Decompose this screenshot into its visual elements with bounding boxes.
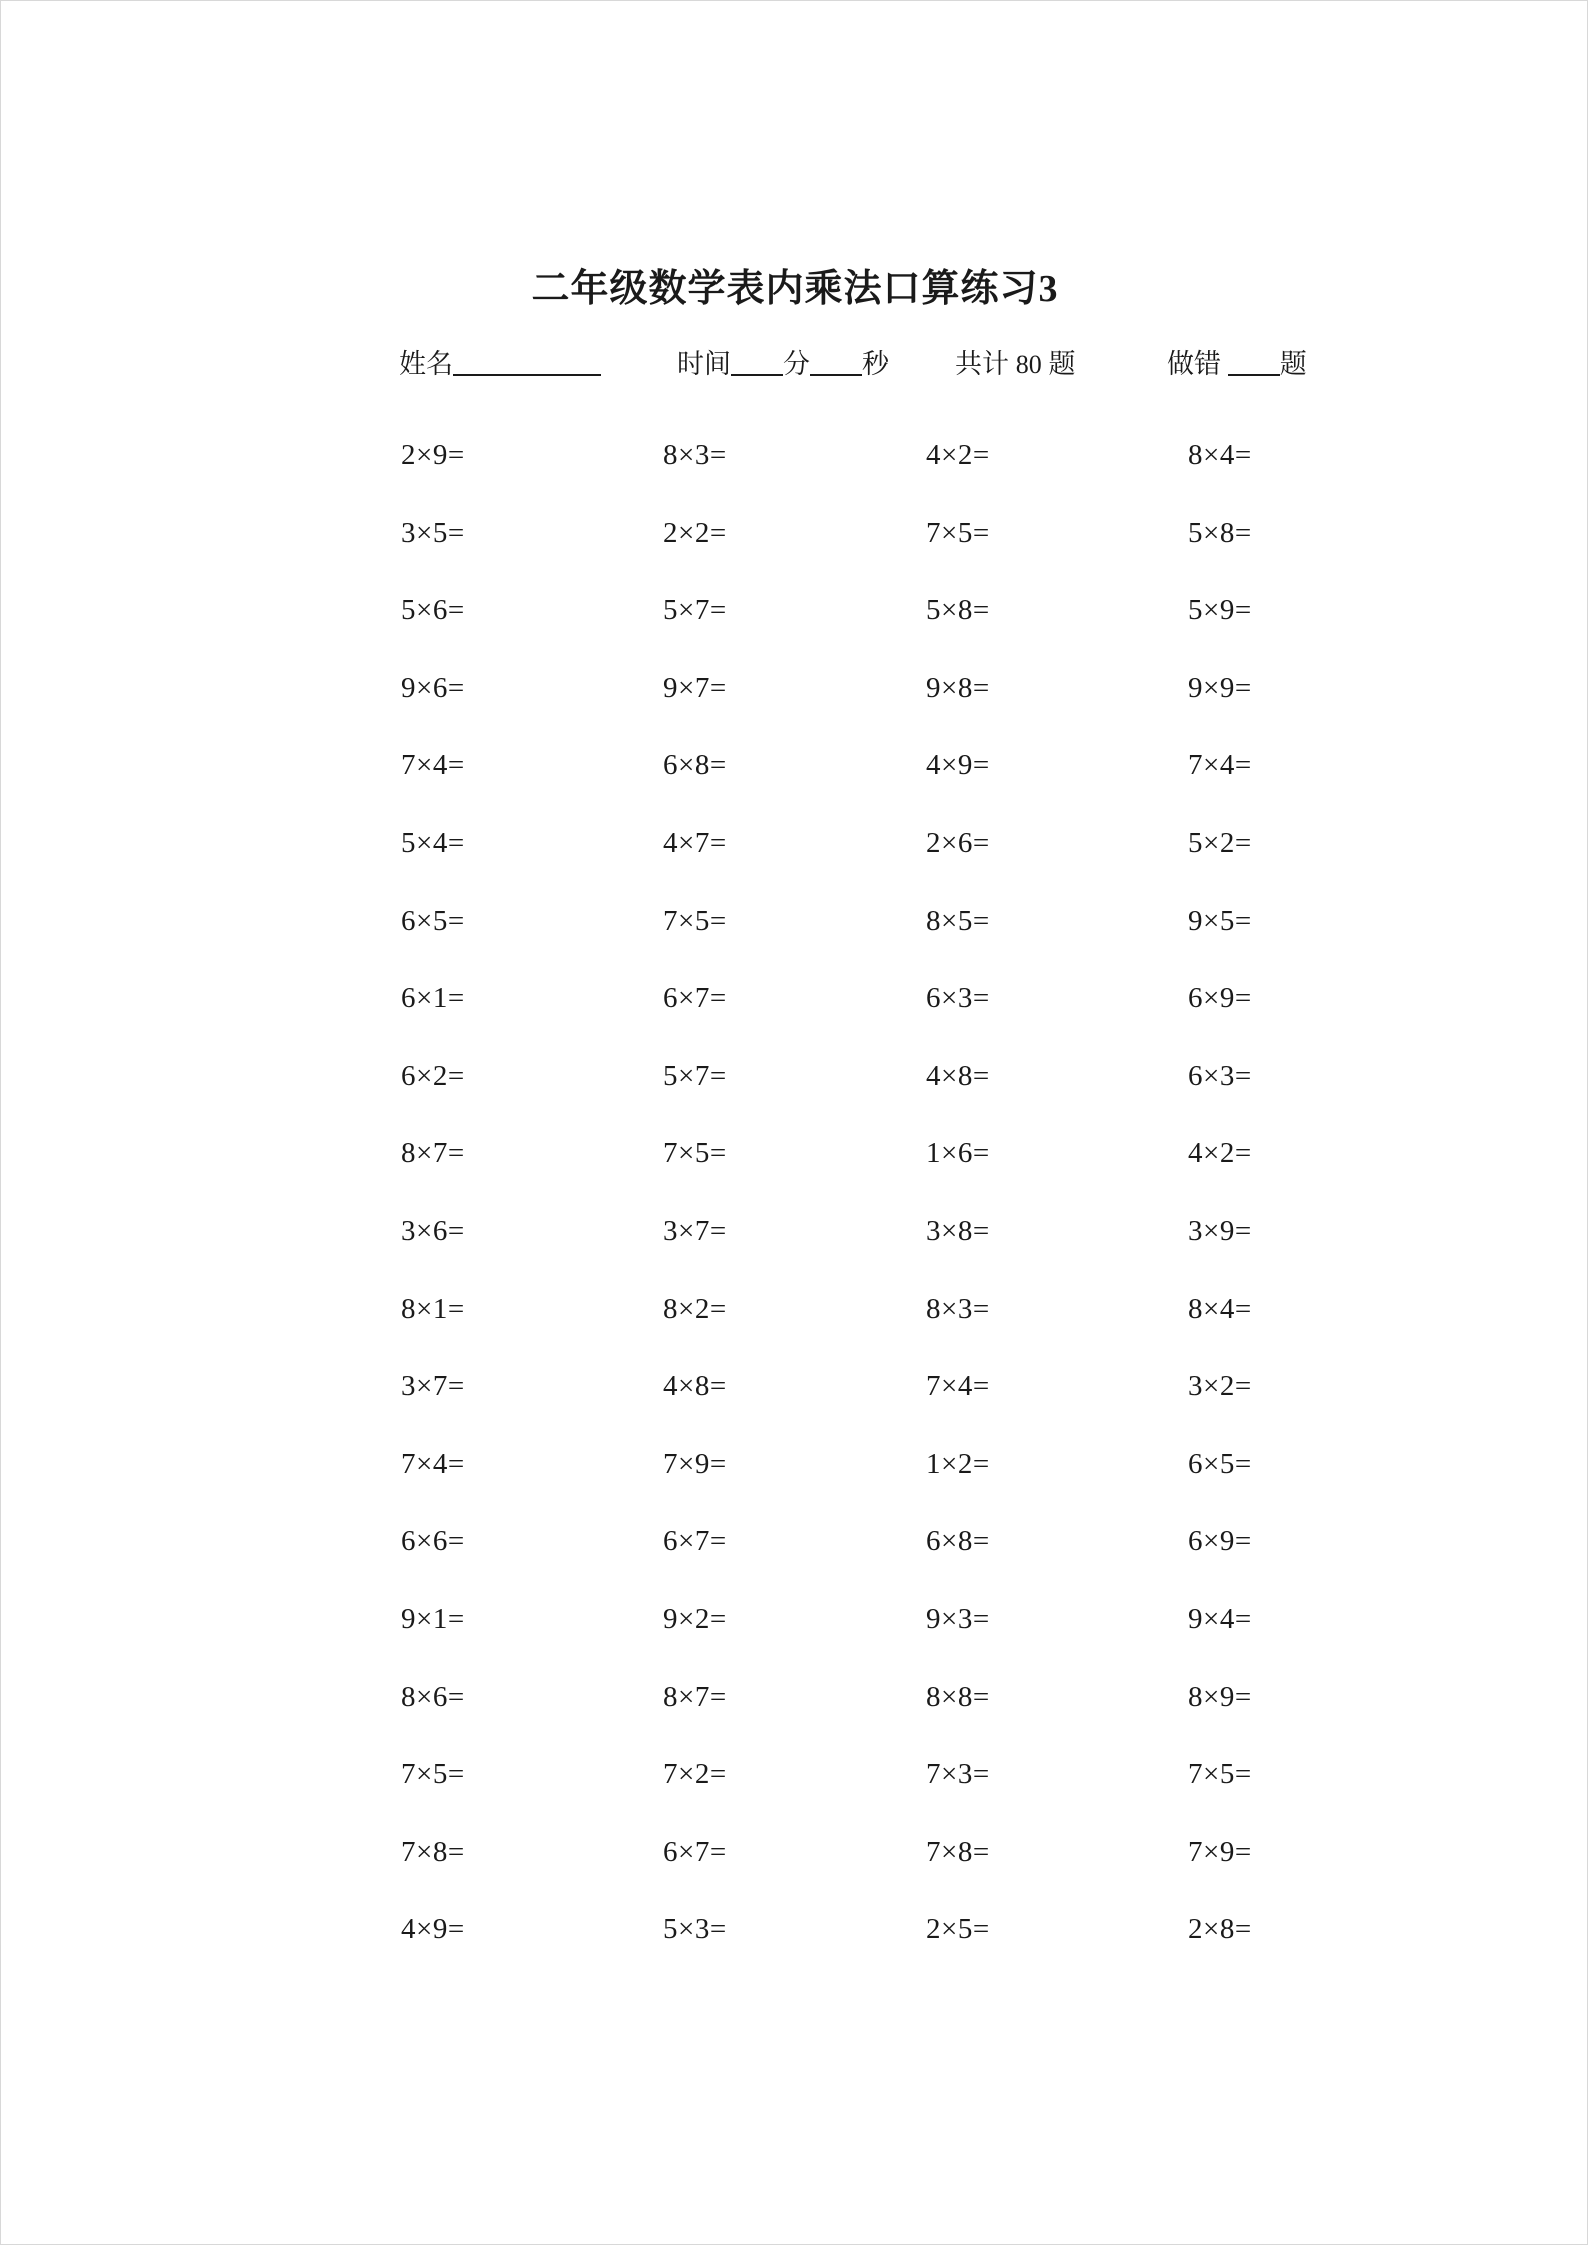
problem-row bbox=[1, 741, 1588, 819]
problem-cell[interactable]: 7×5= bbox=[663, 1137, 727, 1170]
problem-cell[interactable]: 6×5= bbox=[1188, 1447, 1252, 1480]
problem-cell[interactable]: 4×7= bbox=[663, 826, 727, 859]
problem-cell[interactable]: 3×7= bbox=[663, 1214, 727, 1247]
problem-cell[interactable]: 7×8= bbox=[401, 1835, 465, 1868]
problem-cell[interactable]: 7×5= bbox=[663, 904, 727, 937]
problem-cell[interactable]: 6×7= bbox=[663, 1525, 727, 1558]
problem-row bbox=[1, 1362, 1588, 1440]
problem-cell[interactable]: 1×6= bbox=[926, 1137, 990, 1170]
problem-row bbox=[1, 1129, 1588, 1207]
problem-cell[interactable]: 8×3= bbox=[663, 439, 727, 471]
problem-row bbox=[1, 664, 1588, 742]
problem-cell[interactable]: 8×7= bbox=[401, 1137, 465, 1170]
problem-cell[interactable]: 6×1= bbox=[401, 982, 465, 1015]
problem-cell[interactable]: 7×4= bbox=[401, 1447, 465, 1480]
name-label: 姓名 bbox=[399, 349, 453, 379]
problem-cell[interactable]: 6×9= bbox=[1188, 1525, 1252, 1558]
problem-cell[interactable]: 7×9= bbox=[663, 1447, 727, 1480]
problem-cell[interactable]: 6×7= bbox=[663, 1835, 727, 1868]
problem-cell[interactable]: 5×4= bbox=[401, 826, 465, 859]
problem-row bbox=[1, 1052, 1588, 1130]
problem-cell[interactable]: 6×3= bbox=[1188, 1059, 1252, 1092]
wrong-count-input-blank[interactable] bbox=[1228, 374, 1280, 376]
problem-cell[interactable]: 5×9= bbox=[1188, 594, 1252, 627]
problem-cell[interactable]: 9×6= bbox=[401, 671, 465, 704]
problem-cell[interactable]: 3×2= bbox=[1188, 1370, 1252, 1403]
problem-cell[interactable]: 2×8= bbox=[1188, 1913, 1252, 1946]
problem-cell[interactable]: 6×9= bbox=[1188, 982, 1252, 1015]
problem-cell[interactable]: 4×8= bbox=[926, 1059, 990, 1092]
problem-row bbox=[1, 1595, 1588, 1673]
problem-cell[interactable]: 3×8= bbox=[926, 1214, 990, 1247]
problem-cell[interactable]: 7×4= bbox=[1188, 749, 1252, 782]
page-title: 二年级数学表内乘法口算练习3 bbox=[531, 268, 1059, 310]
name-input-blank[interactable] bbox=[453, 374, 601, 376]
second-unit-label: 秒 bbox=[862, 349, 889, 379]
problem-cell[interactable]: 6×7= bbox=[663, 982, 727, 1015]
problem-row bbox=[1, 1673, 1588, 1751]
problem-cell[interactable]: 2×9= bbox=[401, 439, 465, 471]
problem-row bbox=[1, 819, 1588, 897]
problem-cell[interactable]: 6×5= bbox=[401, 904, 465, 937]
problem-cell[interactable]: 9×4= bbox=[1188, 1602, 1252, 1635]
problem-cell[interactable]: 7×9= bbox=[1188, 1835, 1252, 1868]
problem-row bbox=[1, 586, 1588, 664]
problem-cell[interactable]: 8×5= bbox=[926, 904, 990, 937]
problem-cell[interactable]: 7×3= bbox=[926, 1758, 990, 1791]
problem-cell[interactable]: 4×2= bbox=[926, 439, 990, 471]
wrong-label: 做错 bbox=[1167, 349, 1221, 379]
problem-cell[interactable]: 8×1= bbox=[401, 1292, 465, 1325]
problem-cell[interactable]: 6×2= bbox=[401, 1059, 465, 1092]
problem-cell[interactable]: 8×4= bbox=[1188, 439, 1252, 471]
problem-cell[interactable]: 9×7= bbox=[663, 671, 727, 704]
problem-grid bbox=[1, 431, 1588, 1983]
problem-cell[interactable]: 8×2= bbox=[663, 1292, 727, 1325]
problem-cell[interactable]: 8×3= bbox=[926, 1292, 990, 1325]
problem-row bbox=[1, 509, 1588, 587]
problem-cell[interactable]: 5×8= bbox=[1188, 516, 1252, 549]
problem-cell[interactable]: 8×7= bbox=[663, 1680, 727, 1713]
problem-cell[interactable]: 5×7= bbox=[663, 1059, 727, 1092]
problem-cell[interactable]: 4×9= bbox=[401, 1913, 465, 1946]
problem-cell[interactable]: 2×5= bbox=[926, 1913, 990, 1946]
problem-cell[interactable]: 4×2= bbox=[1188, 1137, 1252, 1170]
problem-cell[interactable]: 9×8= bbox=[926, 671, 990, 704]
problem-cell[interactable]: 5×7= bbox=[663, 594, 727, 627]
time-field-group bbox=[677, 341, 889, 387]
worksheet-header bbox=[399, 341, 1319, 387]
seconds-input-blank[interactable] bbox=[810, 374, 862, 376]
problem-cell[interactable]: 5×2= bbox=[1188, 826, 1252, 859]
problem-cell[interactable]: 8×4= bbox=[1188, 1292, 1252, 1325]
problem-cell[interactable]: 3×9= bbox=[1188, 1214, 1252, 1247]
problem-cell[interactable]: 7×4= bbox=[926, 1370, 990, 1403]
problem-cell[interactable]: 1×2= bbox=[926, 1447, 990, 1480]
problem-cell[interactable]: 7×5= bbox=[1188, 1758, 1252, 1791]
problem-row bbox=[1, 1905, 1588, 1983]
problem-row bbox=[1, 897, 1588, 975]
problem-cell[interactable]: 9×1= bbox=[401, 1602, 465, 1635]
problem-cell[interactable]: 2×2= bbox=[663, 516, 727, 549]
problem-row bbox=[1, 431, 1588, 509]
total-label: 共计 bbox=[955, 349, 1009, 379]
problem-row bbox=[1, 1285, 1588, 1363]
problem-cell[interactable]: 5×8= bbox=[926, 594, 990, 627]
wrong-unit-label: 题 bbox=[1279, 349, 1307, 379]
problem-cell[interactable]: 7×8= bbox=[926, 1835, 990, 1868]
problem-cell[interactable]: 2×6= bbox=[926, 826, 990, 859]
time-label: 时间 bbox=[677, 349, 731, 379]
total-count-group bbox=[955, 341, 1076, 388]
wrong-count-group bbox=[1167, 341, 1307, 387]
problem-cell[interactable]: 4×8= bbox=[663, 1370, 727, 1403]
problem-cell[interactable]: 3×6= bbox=[401, 1214, 465, 1247]
problem-cell[interactable]: 8×9= bbox=[1188, 1680, 1252, 1713]
problem-cell[interactable]: 7×4= bbox=[401, 749, 465, 782]
problem-cell[interactable]: 8×6= bbox=[401, 1680, 465, 1713]
problem-cell[interactable]: 9×2= bbox=[663, 1602, 727, 1635]
problem-row bbox=[1, 1517, 1588, 1595]
problem-cell[interactable]: 8×8= bbox=[926, 1680, 990, 1713]
minutes-input-blank[interactable] bbox=[731, 374, 783, 376]
problem-cell[interactable]: 9×5= bbox=[1188, 904, 1252, 937]
problem-cell[interactable]: 9×9= bbox=[1188, 671, 1252, 704]
problem-cell[interactable]: 6×8= bbox=[663, 749, 727, 782]
problem-cell[interactable]: 6×8= bbox=[926, 1525, 990, 1558]
problem-cell[interactable]: 6×3= bbox=[926, 982, 990, 1015]
problem-row bbox=[1, 1750, 1588, 1828]
problem-cell[interactable]: 9×3= bbox=[926, 1602, 990, 1635]
minute-unit-label: 分 bbox=[783, 349, 810, 379]
total-count-value: 80 bbox=[1015, 350, 1042, 379]
problem-row bbox=[1, 1207, 1588, 1285]
problem-row bbox=[1, 1828, 1588, 1906]
problem-cell[interactable]: 7×5= bbox=[926, 516, 990, 549]
problem-cell[interactable]: 3×5= bbox=[401, 516, 465, 549]
problem-cell[interactable]: 6×6= bbox=[401, 1525, 465, 1558]
problem-cell[interactable]: 3×7= bbox=[401, 1370, 465, 1403]
problem-cell[interactable]: 5×6= bbox=[401, 594, 465, 627]
name-field-group bbox=[399, 341, 601, 387]
problem-row bbox=[1, 974, 1588, 1052]
problem-row bbox=[1, 1440, 1588, 1518]
total-unit-label: 题 bbox=[1048, 349, 1076, 379]
problem-cell[interactable]: 5×3= bbox=[663, 1913, 727, 1946]
problem-cell[interactable]: 4×9= bbox=[926, 749, 990, 782]
problem-cell[interactable]: 7×2= bbox=[663, 1758, 727, 1791]
problem-cell[interactable]: 7×5= bbox=[401, 1758, 465, 1791]
